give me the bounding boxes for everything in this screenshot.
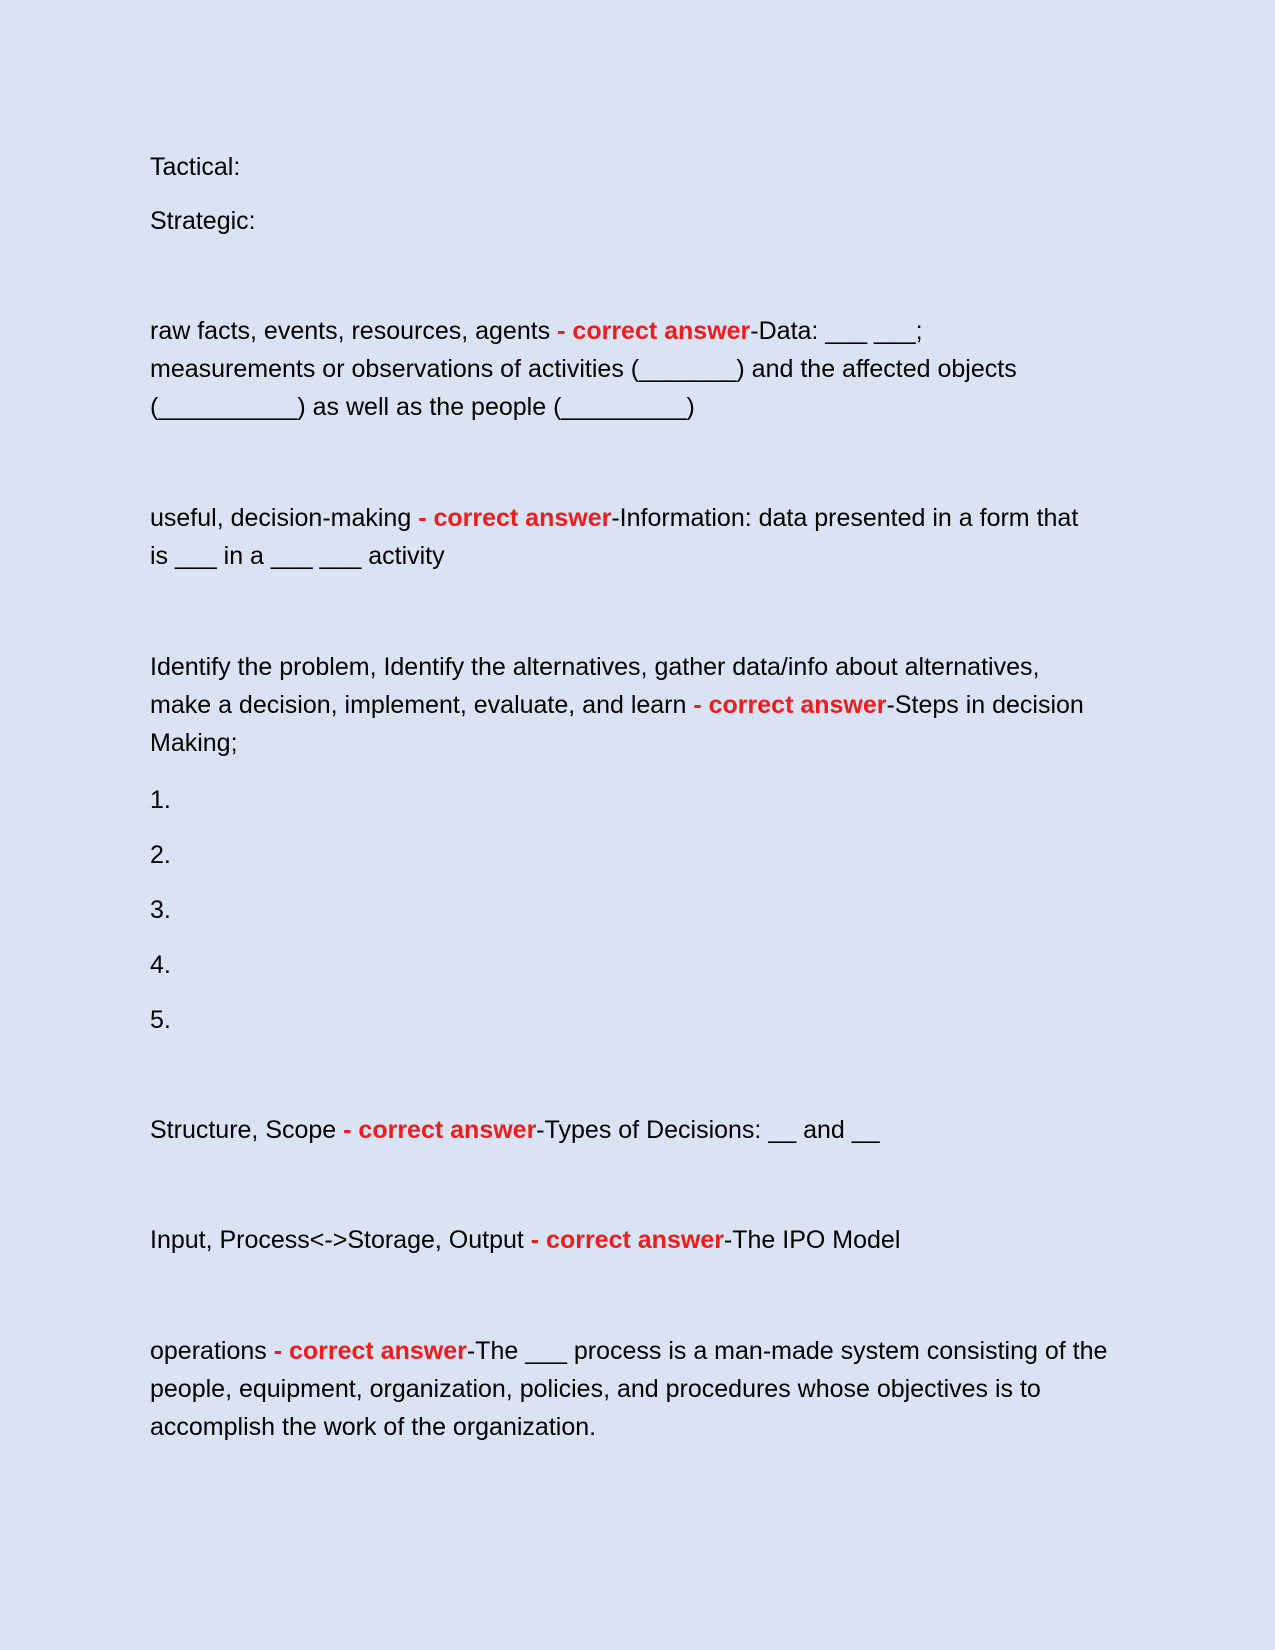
correct-answer-marker: - correct answer: [693, 691, 887, 719]
numbered-item-5: 5.: [150, 1006, 171, 1034]
question-text: -Data: ___ ___; measurements or observations of activities (_______) and the affected objects (__________) as well as the people (_________): [150, 317, 1017, 421]
numbered-item-4: 4.: [150, 951, 171, 979]
numbered-item-1: 1.: [150, 786, 171, 814]
flashcard-data: [150, 312, 1090, 426]
question-text: -Types of Decisions: __ and __: [536, 1116, 880, 1144]
flashcard-ipo-model: [150, 1221, 1140, 1259]
flashcard-information: [150, 499, 1090, 575]
question-text: -The ___ process is a man-made system consisting of the people, equipment, organization, policies, and procedures whose objectives is to accomplish the work of the organization.: [150, 1337, 1108, 1441]
correct-answer-marker: - correct answer: [418, 504, 612, 532]
numbered-item-2: 2.: [150, 841, 171, 869]
answer-text: Input, Process<->Storage, Output: [150, 1226, 531, 1254]
answer-text: operations: [150, 1337, 274, 1365]
numbered-item-3: 3.: [150, 896, 171, 924]
question-text: -Information: data presented in a form that is ___ in a ___ ___ activity: [150, 504, 1079, 570]
answer-text: Identify the problem, Identify the alternatives, gather data/info about alternatives, make a decision, implement, evaluate, and learn: [150, 653, 1040, 719]
correct-answer-marker: - correct answer: [530, 1226, 724, 1254]
question-text: -The IPO Model: [723, 1226, 901, 1254]
correct-answer-marker: - correct answer: [343, 1116, 537, 1144]
header-line-tactical: Tactical:: [150, 153, 241, 181]
answer-text: Structure, Scope: [150, 1116, 344, 1144]
header-line-strategic: Strategic:: [150, 207, 256, 235]
correct-answer-marker: - correct answer: [557, 317, 751, 345]
answer-text: useful, decision-making: [150, 504, 419, 532]
question-text: -Steps in decision Making;: [150, 691, 1084, 757]
correct-answer-marker: - correct answer: [273, 1337, 467, 1365]
flashcard-decision-types: [150, 1111, 1140, 1149]
answer-text: raw facts, events, resources, agents: [150, 317, 558, 345]
flashcard-decision-steps: [150, 648, 1095, 762]
flashcard-operations: [150, 1332, 1125, 1446]
